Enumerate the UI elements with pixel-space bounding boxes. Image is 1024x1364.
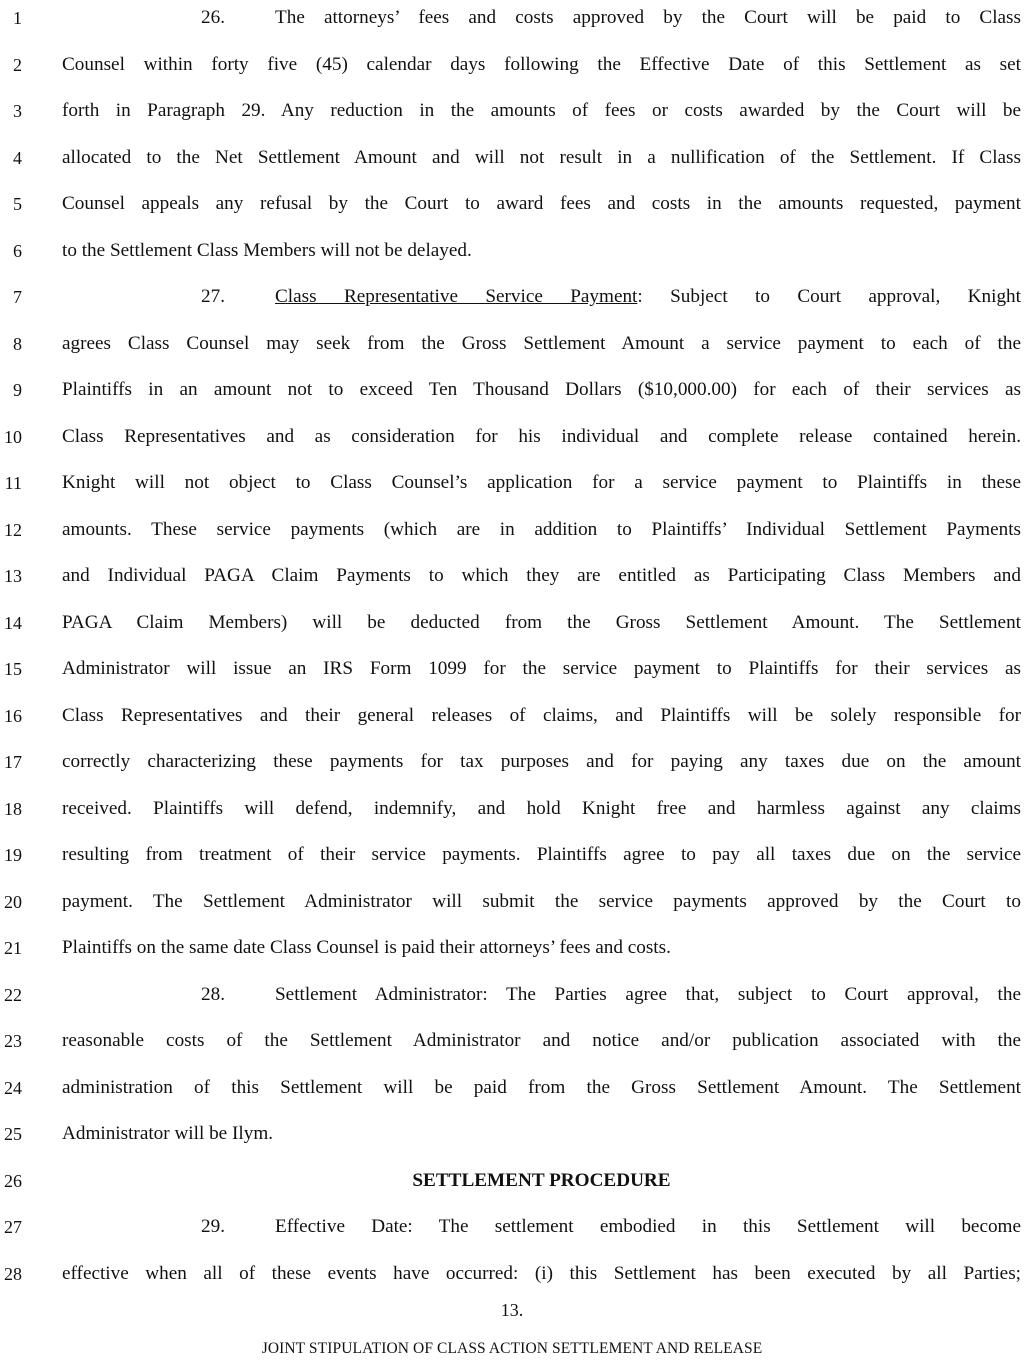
pleading-line (0, 282, 1024, 312)
line-text: to the Settlement Class Members will not be delayed. (62, 239, 472, 261)
line-number: 11 (4, 473, 22, 493)
line-text: Administrator will be Ilym. (62, 1123, 274, 1144)
pleading-line (0, 422, 1024, 452)
pleading-line (0, 933, 1024, 963)
pleading-line (0, 468, 1024, 498)
line-number: 2 (13, 54, 22, 75)
line-text: administration of this Settlement will be paid from the Gross Settlement Amount. The Settlement (62, 1076, 1021, 1098)
paragraph-text: Settlement Administrator: The Parties agree that, subject to Court approval, the (275, 983, 1021, 1005)
line-number: 21 (4, 938, 22, 958)
line-number: 5 (13, 194, 22, 214)
line-number: 16 (4, 705, 22, 726)
paragraph-number: 27. (201, 286, 225, 307)
paragraph-text: The attorneys’ fees and costs approved by the Court will be paid to Class (275, 7, 1021, 28)
line-text: agrees Class Counsel may seek from the Gross Settlement Amount a service payment to each of the (62, 332, 1021, 354)
line-text: Plaintiffs in an amount not to exceed Ten Thousand Dollars ($10,000.00) for each of their services as (62, 379, 1021, 400)
line-text (201, 980, 1021, 1010)
line-number: 1 (13, 8, 22, 28)
line-text: Knight will not object to Class Counsel’s application for a service payment to Plaintiffs in these (62, 472, 1021, 493)
line-text: PAGA Claim Members) will be deducted from the Gross Settlement Amount. The Settlement (62, 611, 1021, 633)
line-number: 10 (4, 426, 22, 447)
pleading-line (0, 1166, 1024, 1196)
pleading-line (0, 143, 1024, 173)
pleading-line (0, 1212, 1024, 1242)
pleading-line (0, 1073, 1024, 1103)
line-text: and Individual PAGA Claim Payments to which they are entitled as Participating Class Members and (62, 565, 1021, 586)
line-text: effective when all of these events have occurred: (i) this Settlement has been executed by all Parties; (62, 1262, 1021, 1284)
paragraph-heading: Class Representative Service Payment (275, 286, 638, 307)
line-number: 12 (4, 519, 22, 540)
line-number: 23 (4, 1031, 22, 1051)
paragraph-number: 28. (201, 983, 225, 1005)
pleading-line (0, 654, 1024, 684)
line-number: 7 (13, 287, 22, 307)
pleading-line (0, 840, 1024, 870)
pleading-line (0, 747, 1024, 777)
line-text: Counsel within forty five (45) calendar days following the Effective Date of this Settlement as set (62, 53, 1021, 75)
line-number: 28 (4, 1263, 22, 1284)
pleading-line (0, 1119, 1024, 1149)
line-text: amounts. These service payments (which are in addition to Plaintiffs’ Individual Settlement Payments (62, 518, 1021, 540)
line-text: Class Representatives and their general releases of claims, and Plaintiffs will be solely responsible for (62, 704, 1021, 726)
line-text (201, 282, 1021, 312)
pleading-line (0, 515, 1024, 545)
line-text: correctly characterizing these payments for tax purposes and for paying any taxes due on the amount (62, 751, 1021, 772)
pleading-line (0, 1026, 1024, 1056)
paragraph-text: Effective Date: The settlement embodied in this Settlement will become (275, 1216, 1021, 1237)
line-text: Class Representatives and as consideration for his individual and complete release contained herein. (62, 425, 1021, 447)
line-text: Counsel appeals any refusal by the Court to award fees and costs in the amounts requested, payment (62, 193, 1021, 214)
line-number: 20 (4, 891, 22, 912)
line-number: 17 (4, 752, 22, 772)
pleading-line (0, 96, 1024, 126)
line-number: 19 (4, 845, 22, 865)
pleading-line (0, 980, 1024, 1010)
document-footer: JOINT STIPULATION OF CLASS ACTION SETTLEMENT AND RELEASE (261, 1340, 763, 1357)
page-number: 13. (500, 1300, 524, 1320)
line-text: reasonable costs of the Settlement Administrator and notice and/or publication associated with the (62, 1030, 1021, 1051)
pleading-line (0, 1259, 1024, 1289)
line-number: 8 (13, 333, 22, 354)
pleading-line (0, 189, 1024, 219)
line-number: 13 (4, 566, 22, 586)
line-text: payment. The Settlement Administrator will submit the service payments approved by the Court to (62, 890, 1021, 912)
line-text (201, 3, 1021, 33)
line-text: Administrator will issue an IRS Form 1099 for the service payment to Plaintiffs for their services as (62, 658, 1021, 679)
line-text: Plaintiffs on the same date Class Counsel is paid their attorneys’ fees and costs. (62, 937, 671, 958)
line-number: 14 (4, 612, 22, 633)
pleading-line (0, 236, 1024, 266)
line-number: 9 (13, 380, 22, 400)
line-number: 27 (4, 1217, 22, 1237)
pleading-line (0, 3, 1024, 33)
line-number: 24 (4, 1077, 22, 1098)
line-number: 6 (13, 240, 22, 261)
line-number: 18 (4, 798, 22, 819)
paragraph-text: : Subject to Court approval, Knight (637, 286, 1021, 307)
line-text: resulting from treatment of their service payments. Plaintiffs agree to pay all taxes due on the service (62, 844, 1021, 865)
pleading-line (0, 794, 1024, 824)
line-number: 22 (4, 984, 22, 1005)
line-number: 4 (13, 147, 22, 168)
line-text: forth in Paragraph 29. Any reduction in the amounts of fees or costs awarded by the Court will be (62, 100, 1021, 121)
line-text: SETTLEMENT PROCEDURE (412, 1169, 671, 1191)
paragraph-number: 29. (201, 1216, 225, 1237)
line-number: 25 (4, 1124, 22, 1144)
pleading-line (0, 701, 1024, 731)
line-text (201, 1212, 1021, 1242)
paragraph-number: 26. (201, 7, 225, 28)
line-text: received. Plaintiffs will defend, indemnify, and hold Knight free and harmless against any claims (62, 797, 1021, 819)
pleading-line (0, 329, 1024, 359)
line-number: 3 (13, 101, 22, 121)
pleading-line (0, 375, 1024, 405)
pleading-line (0, 608, 1024, 638)
pleading-line (0, 50, 1024, 80)
pleading-line (0, 887, 1024, 917)
line-number: 15 (4, 659, 22, 679)
line-number: 26 (4, 1170, 22, 1191)
line-text: allocated to the Net Settlement Amount and will not result in a nullification of the Settlement. If Class (62, 146, 1021, 168)
pleading-line (0, 561, 1024, 591)
